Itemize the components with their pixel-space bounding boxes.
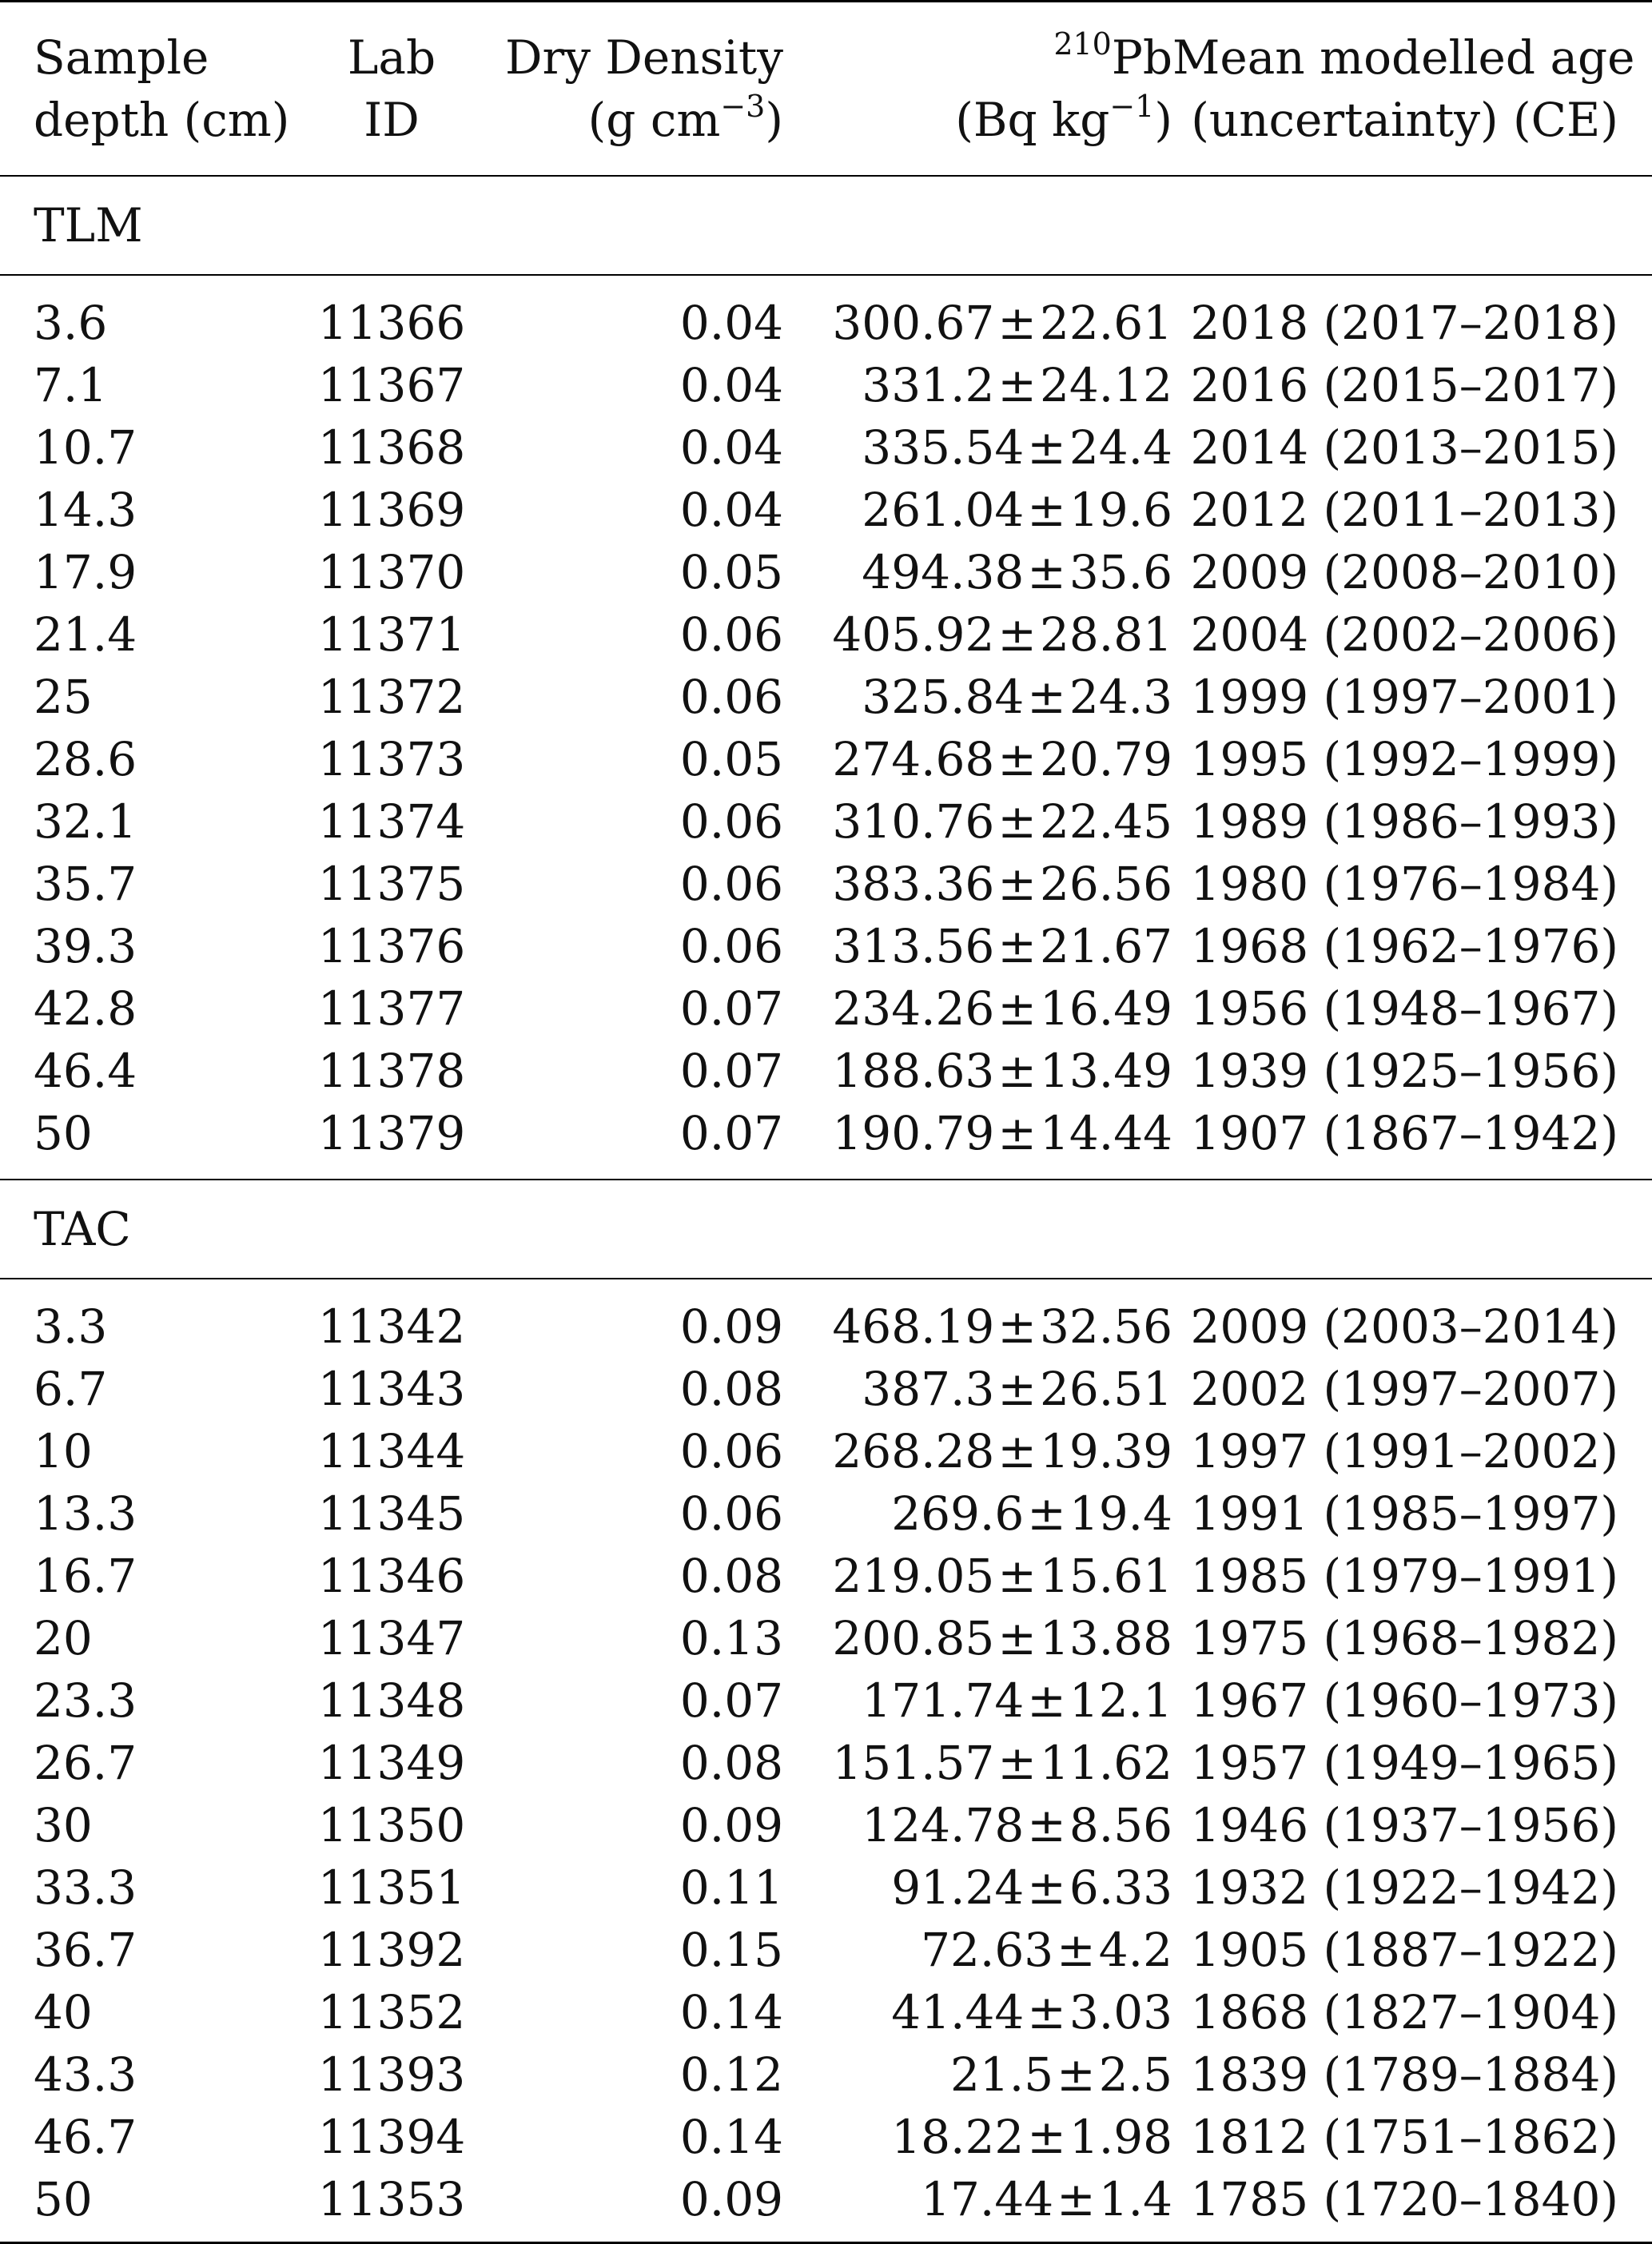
cell-modelled-age: 2002 (1997–2007) [1190,1362,1618,1416]
cell-modelled-age: 2014 (2013–2015) [1190,420,1618,475]
table-row [0,1919,1652,1981]
pb210-value: 21.5 [950,2047,1054,2102]
cell-modelled-age: 1968 (1962–1976) [1190,919,1618,973]
table-row [0,977,1652,1040]
cell-pb210 [783,541,1172,603]
cell-lab-id: 11374 [317,794,466,849]
pb210-value: 331.2 [862,358,995,412]
cell-sample-depth: 26.7 [34,1736,137,1790]
cell-sample-depth: 20 [34,1611,93,1665]
table-header [0,2,1652,177]
cell-sample-depth: 43.3 [34,2047,137,2102]
cell-pb210 [783,354,1172,416]
cell-dry-density: 0.15 [679,1923,783,1977]
cell-pb210 [783,1040,1172,1102]
plus-minus-symbol: ± [997,1424,1037,1478]
table-row [0,275,1652,354]
cell-pb210 [783,1279,1172,1358]
table-row [0,2106,1652,2168]
table-row [0,1607,1652,1669]
pb210-value: 200.85 [832,1611,995,1665]
cell-lab-id: 11376 [317,919,466,973]
cell-pb210 [783,416,1172,479]
plus-minus-symbol: ± [1027,1486,1066,1541]
section-header-row [0,176,1652,275]
cell-lab-id: 11394 [317,2110,466,2164]
pb210-uncertainty: 1.4 [1098,2172,1172,2226]
pb210-value: 18.22 [891,2110,1025,2164]
plus-minus-symbol: ± [997,857,1037,911]
cell-sample-depth: 30 [34,1798,93,1852]
cell-pb210 [783,1607,1172,1669]
table-row [0,728,1652,790]
pb210-uncertainty: 2.5 [1098,2047,1172,2102]
cell-sample-depth: 21.4 [34,607,137,662]
pb210-uncertainty: 6.33 [1069,1860,1172,1915]
pb210-uncertainty: 16.49 [1039,981,1172,1036]
pb210-value: 124.78 [862,1798,1025,1852]
cell-dry-density: 0.06 [679,670,783,724]
table-row [0,666,1652,728]
cell-pb210 [783,666,1172,728]
plus-minus-symbol: ± [997,1044,1037,1098]
cell-pb210 [783,790,1172,853]
header-dry-density-close: ) [765,93,783,147]
pb210-value: 325.84 [862,670,1025,724]
cell-pb210 [783,1856,1172,1919]
pb210-value: 234.26 [832,981,995,1036]
table-row [0,853,1652,915]
cell-lab-id: 11347 [317,1611,466,1665]
header-lab-id-line2: ID [364,93,420,147]
cell-pb210 [783,1358,1172,1420]
cell-dry-density: 0.06 [679,919,783,973]
cell-modelled-age: 1967 (1960–1973) [1190,1673,1618,1728]
cell-pb210 [783,2043,1172,2106]
cell-modelled-age: 1785 (1720–1840) [1172,2168,1652,2243]
cell-sample-depth: 10.7 [34,420,137,475]
plus-minus-symbol: ± [1057,2172,1096,2226]
cell-lab-id: 11375 [317,857,466,911]
cell-modelled-age: 1980 (1976–1984) [1190,857,1618,911]
cell-lab-id: 11344 [317,1424,466,1478]
cell-dry-density: 0.04 [679,358,783,412]
cell-pb210 [783,977,1172,1040]
pb210-uncertainty: 19.6 [1069,483,1172,537]
plus-minus-symbol: ± [1027,1798,1066,1852]
section-label: TLM [0,176,1652,275]
pb210-value: 383.36 [832,857,995,911]
cell-modelled-age: 1939 (1925–1956) [1190,1044,1618,1098]
table-row [0,1279,1652,1358]
cell-sample-depth: 3.6 [34,296,108,350]
pb210-value: 219.05 [832,1549,995,1603]
cell-pb210 [783,1732,1172,1794]
cell-dry-density: 0.11 [679,1860,783,1915]
cell-pb210 [783,1102,1172,1180]
cell-sample-depth: 32.1 [34,794,137,849]
cell-lab-id: 11372 [317,670,466,724]
table-row [0,790,1652,853]
table-row [0,541,1652,603]
cell-pb210 [783,2168,1172,2243]
plus-minus-symbol: ± [997,1106,1037,1160]
pb210-value: 17.44 [921,2172,1054,2226]
pb210-uncertainty: 24.12 [1039,358,1172,412]
cell-pb210 [783,728,1172,790]
cell-sample-depth: 25 [34,670,93,724]
cell-modelled-age: 2009 (2003–2014) [1190,1299,1618,1354]
cell-lab-id: 11378 [317,1044,466,1098]
cell-lab-id: 11351 [317,1860,466,1915]
header-dry-density-line2 [480,89,783,151]
header-pb210 [783,2,1172,177]
cell-pb210 [783,1794,1172,1856]
cell-pb210 [783,1482,1172,1545]
pb210-uncertainty: 11.62 [1039,1736,1172,1790]
cell-dry-density: 0.04 [679,296,783,350]
table-row [0,1669,1652,1732]
cell-lab-id: 11370 [317,545,466,599]
table-row [0,1981,1652,2043]
pb210-value: 91.24 [891,1860,1025,1915]
cell-lab-id: 11352 [317,1985,466,2039]
cell-lab-id: 11393 [317,2047,466,2102]
cell-dry-density: 0.09 [480,2168,783,2243]
cell-sample-depth: 36.7 [34,1923,137,1977]
cell-dry-density: 0.07 [679,1673,783,1728]
cell-sample-depth: 50 [34,1106,93,1160]
cell-dry-density: 0.08 [679,1736,783,1790]
cell-modelled-age: 1812 (1751–1862) [1190,2110,1618,2164]
pb210-value: 274.68 [832,732,995,786]
pb210-value: 41.44 [891,1985,1025,2039]
pb210-value: 171.74 [862,1673,1025,1728]
cell-dry-density: 0.07 [679,981,783,1036]
cell-sample-depth: 6.7 [34,1362,108,1416]
cell-modelled-age: 1868 (1827–1904) [1190,1985,1618,2039]
pb210-uncertainty: 13.49 [1039,1044,1172,1098]
plus-minus-symbol: ± [997,732,1037,786]
cell-lab-id: 11377 [317,981,466,1036]
table-row [0,915,1652,977]
cell-pb210 [783,1420,1172,1482]
pb210-uncertainty: 1.98 [1069,2110,1172,2164]
header-pb210-exponent: −1 [1109,88,1155,124]
cell-sample-depth: 17.9 [34,545,137,599]
cell-lab-id: 11350 [317,1798,466,1852]
cell-modelled-age: 1907 (1867–1942) [1190,1106,1618,1160]
cell-sample-depth: 16.7 [34,1549,137,1603]
header-dry-density [480,2,783,177]
cell-sample-depth: 23.3 [34,1673,137,1728]
cell-sample-depth: 35.7 [34,857,137,911]
header-pb210-line2 [783,89,1172,151]
pb210-value: 335.54 [862,420,1025,475]
cell-sample-depth: 42.8 [34,981,137,1036]
pb210-uncertainty: 28.81 [1039,607,1172,662]
pb210-value: 72.63 [921,1923,1054,1977]
table-row [0,1856,1652,1919]
table-row [0,1545,1652,1607]
pb210-uncertainty: 19.39 [1039,1424,1172,1478]
cell-lab-id: 11366 [317,296,466,350]
plus-minus-symbol: ± [1027,420,1066,475]
header-pb210-close: ) [1154,93,1172,147]
plus-minus-symbol: ± [1057,1923,1096,1977]
table-row [0,1732,1652,1794]
cell-modelled-age: 2016 (2015–2017) [1190,358,1618,412]
cell-modelled-age: 1946 (1937–1956) [1190,1798,1618,1852]
section-header-row [0,1180,1652,1279]
header-pb210-line1 [783,26,1172,89]
cell-lab-id: 11371 [317,607,466,662]
plus-minus-symbol: ± [1027,670,1066,724]
cell-dry-density: 0.05 [679,545,783,599]
cell-sample-depth: 39.3 [34,919,137,973]
plus-minus-symbol: ± [997,358,1037,412]
pb210-value: 269.6 [891,1486,1025,1541]
cell-modelled-age: 2018 (2017–2018) [1190,296,1618,350]
table-row [0,2043,1652,2106]
table-row [0,479,1652,541]
cell-pb210 [783,1981,1172,2043]
header-pb210-unit: (Bq kg [955,93,1110,147]
cell-dry-density: 0.09 [679,1299,783,1354]
pb210-value: 268.28 [832,1424,995,1478]
cell-dry-density: 0.06 [679,607,783,662]
cell-pb210 [783,2106,1172,2168]
plus-minus-symbol: ± [1027,1673,1066,1728]
plus-minus-symbol: ± [1027,545,1066,599]
plus-minus-symbol: ± [1027,1860,1066,1915]
cell-sample-depth: 28.6 [34,732,137,786]
cell-lab-id: 11373 [317,732,466,786]
header-sample-depth-line2: depth (cm) [34,93,290,147]
plus-minus-symbol: ± [997,296,1037,350]
table-row [0,354,1652,416]
pb210-value: 261.04 [862,483,1025,537]
header-lab-id-line1: Lab [347,30,436,85]
header-modelled-age [1172,2,1652,177]
pb210-uncertainty: 21.67 [1039,919,1172,973]
cell-pb210 [783,275,1172,354]
cell-lab-id: 11345 [317,1486,466,1541]
cell-modelled-age: 1957 (1949–1965) [1190,1736,1618,1790]
table-row [0,1420,1652,1482]
cell-dry-density: 0.06 [679,1486,783,1541]
cell-modelled-age: 1999 (1997–2001) [1190,670,1618,724]
cell-pb210 [783,1545,1172,1607]
cell-modelled-age: 1932 (1922–1942) [1190,1860,1618,1915]
table-row [0,603,1652,666]
plus-minus-symbol: ± [997,1362,1037,1416]
plus-minus-symbol: ± [1057,2047,1096,2102]
cell-modelled-age: 1997 (1991–2002) [1190,1424,1618,1478]
cell-modelled-age: 1905 (1887–1922) [1190,1923,1618,1977]
cell-dry-density: 0.05 [679,732,783,786]
plus-minus-symbol: ± [1027,2110,1066,2164]
pb210-uncertainty: 35.6 [1069,545,1172,599]
pb210-uncertainty: 22.61 [1039,296,1172,350]
cell-lab-id: 11367 [317,358,466,412]
header-pb210-element: Pb [1111,30,1172,85]
pb210-uncertainty: 14.44 [1039,1106,1172,1160]
plus-minus-symbol: ± [997,919,1037,973]
cell-lab-id: 11342 [317,1299,466,1354]
plus-minus-symbol: ± [997,1549,1037,1603]
pb210-value: 405.92 [832,607,995,662]
header-dry-density-exponent: −3 [720,88,766,124]
cell-lab-id: 11392 [317,1923,466,1977]
cell-sample-depth: 14.3 [34,483,137,537]
pb210-value: 190.79 [832,1106,995,1160]
cell-dry-density: 0.09 [679,1798,783,1852]
cell-lab-id: 11379 [317,1106,466,1160]
cell-sample-depth: 3.3 [34,1299,108,1354]
header-pb210-isotope: 210 [1053,26,1112,62]
cell-pb210 [783,603,1172,666]
cell-dry-density: 0.06 [679,1424,783,1478]
header-sample-depth [0,2,304,177]
cell-dry-density: 0.12 [679,2047,783,2102]
pb210-value: 313.56 [832,919,995,973]
plus-minus-symbol: ± [997,794,1037,849]
header-dry-density-unit: (g cm [587,93,721,147]
pb210-uncertainty: 26.51 [1039,1362,1172,1416]
pb210-value: 387.3 [862,1362,995,1416]
cell-dry-density: 0.06 [679,857,783,911]
header-dry-density-line1: Dry Density [505,30,783,85]
cell-modelled-age: 1839 (1789–1884) [1190,2047,1618,2102]
cell-lab-id: 11353 [304,2168,480,2243]
cell-sample-depth: 50 [0,2168,304,2243]
cell-sample-depth: 46.4 [34,1044,137,1098]
cell-sample-depth: 10 [34,1424,93,1478]
header-lab-id [304,2,480,177]
plus-minus-symbol: ± [997,607,1037,662]
cell-modelled-age: 2009 (2008–2010) [1190,545,1618,599]
table-row [0,1102,1652,1180]
table-row [0,1358,1652,1420]
table-row [0,1794,1652,1856]
cell-modelled-age: 2012 (2011–2013) [1190,483,1618,537]
cell-modelled-age: 1975 (1968–1982) [1190,1611,1618,1665]
pb210-uncertainty: 15.61 [1039,1549,1172,1603]
header-modelled-age-line2: (uncertainty) (CE) [1191,93,1618,147]
cell-lab-id: 11346 [317,1549,466,1603]
pb210-uncertainty: 22.45 [1039,794,1172,849]
pb210-uncertainty: 4.2 [1098,1923,1172,1977]
pb210-uncertainty: 32.56 [1039,1299,1172,1354]
cell-modelled-age: 1991 (1985–1997) [1190,1486,1618,1541]
plus-minus-symbol: ± [997,1736,1037,1790]
cell-pb210 [783,915,1172,977]
pb210-value: 188.63 [832,1044,995,1098]
cell-lab-id: 11348 [317,1673,466,1728]
cell-sample-depth: 40 [34,1985,93,2039]
pb210-uncertainty: 24.4 [1069,420,1172,475]
plus-minus-symbol: ± [997,1611,1037,1665]
cell-lab-id: 11369 [317,483,466,537]
cell-sample-depth: 13.3 [34,1486,137,1541]
pb210-uncertainty: 20.79 [1039,732,1172,786]
cell-modelled-age: 1985 (1979–1991) [1190,1549,1618,1603]
pb210-value: 468.19 [832,1299,995,1354]
cell-modelled-age: 1956 (1948–1967) [1190,981,1618,1036]
cell-dry-density: 0.07 [679,1106,783,1160]
cell-dry-density: 0.06 [679,794,783,849]
cell-dry-density: 0.14 [679,2110,783,2164]
cell-sample-depth: 46.7 [34,2110,137,2164]
table-row [0,1040,1652,1102]
cell-pb210 [783,479,1172,541]
cell-dry-density: 0.08 [679,1362,783,1416]
cell-modelled-age: 1995 (1992–1999) [1190,732,1618,786]
cell-dry-density: 0.04 [679,420,783,475]
header-sample-depth-line1: Sample [34,30,209,85]
cell-dry-density: 0.13 [679,1611,783,1665]
pb210-uncertainty: 19.4 [1069,1486,1172,1541]
pb210-uncertainty: 24.3 [1069,670,1172,724]
table-row [0,1482,1652,1545]
cell-dry-density: 0.04 [679,483,783,537]
cell-pb210 [783,1669,1172,1732]
pb210-value: 151.57 [832,1736,995,1790]
pb210-value: 300.67 [832,296,995,350]
pb210-uncertainty: 13.88 [1039,1611,1172,1665]
cell-sample-depth: 33.3 [34,1860,137,1915]
plus-minus-symbol: ± [1027,1985,1066,2039]
header-modelled-age-line1: Mean modelled age [1172,30,1635,85]
cell-dry-density: 0.14 [679,1985,783,2039]
table-row [0,416,1652,479]
cell-lab-id: 11343 [317,1362,466,1416]
pb210-value: 310.76 [832,794,995,849]
cell-dry-density: 0.08 [679,1549,783,1603]
cell-pb210 [783,853,1172,915]
cell-sample-depth: 7.1 [34,358,108,412]
cell-modelled-age: 2004 (2002–2006) [1190,607,1618,662]
cell-lab-id: 11349 [317,1736,466,1790]
section-label: TAC [0,1180,1652,1279]
table-row [0,2168,1652,2243]
cell-pb210 [783,1919,1172,1981]
plus-minus-symbol: ± [1027,483,1066,537]
plus-minus-symbol: ± [997,1299,1037,1354]
cell-dry-density: 0.07 [679,1044,783,1098]
cell-lab-id: 11368 [317,420,466,475]
pb210-uncertainty: 12.1 [1069,1673,1172,1728]
pb210-value: 494.38 [862,545,1025,599]
plus-minus-symbol: ± [997,981,1037,1036]
pb210-uncertainty: 3.03 [1069,1985,1172,2039]
table-body [0,176,1652,2243]
pb210-uncertainty: 8.56 [1069,1798,1172,1852]
cell-modelled-age: 1989 (1986–1993) [1190,794,1618,849]
pb210-uncertainty: 26.56 [1039,857,1172,911]
